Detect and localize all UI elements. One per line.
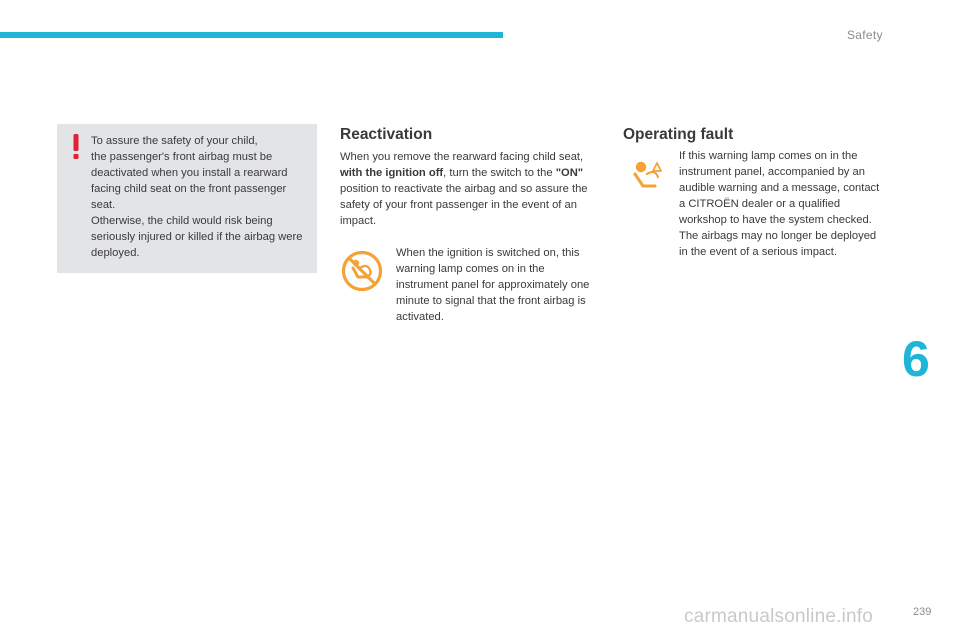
chapter-number: 6: [902, 331, 930, 387]
reactivation-paragraph: [340, 149, 600, 229]
warning-line-1: To assure the safety of your child,: [91, 135, 258, 147]
warning-line-3: Otherwise, the child would risk being seriously injured or killed if the airbag were deployed.: [91, 215, 303, 259]
reactivation-text-bold-on: "ON": [555, 167, 584, 179]
section-title: Safety: [847, 28, 883, 42]
reactivation-text-a: When you remove the rearward facing child seat,: [340, 151, 584, 163]
warning-text: [91, 133, 313, 261]
exclamation-icon: [71, 134, 81, 160]
operating-fault-p2: The airbags may no longer be deployed in the event of a serious impact.: [679, 230, 877, 258]
watermark: carmanualsonline.info: [684, 606, 874, 627]
operating-fault-p1: If this warning lamp comes on in the instrument panel, accompanied by an audible warning and a message, contact a CITROËN dealer or a qualified workshop to have the system checked.: [679, 150, 880, 226]
reactivation-text-b: , turn the switch to the: [443, 167, 556, 179]
operating-fault-text: [679, 148, 884, 260]
operating-fault-heading: Operating fault: [623, 126, 734, 143]
reactivation-text-bold-ignition: with the ignition off: [340, 167, 444, 179]
header-accent-bar: [0, 32, 503, 38]
airbag-off-icon: [341, 250, 383, 292]
reactivation-heading: Reactivation: [340, 126, 433, 143]
reactivation-text-c: position to reactivate the airbag and so assure the safety of your front passenger in the event of an impact.: [340, 183, 588, 227]
warning-line-2: the passenger's front airbag must be deactivated when you install a rearward facing child seat on the front passenger seat.: [91, 151, 288, 211]
warning-box: [57, 124, 317, 273]
airbag-fault-icon: [631, 157, 665, 189]
lamp-paragraph: When the ignition is switched on, this warning lamp comes on in the instrument panel for approximately one minute to signal that the front airbag is activated.: [396, 247, 590, 323]
page-number: 239: [913, 606, 932, 618]
